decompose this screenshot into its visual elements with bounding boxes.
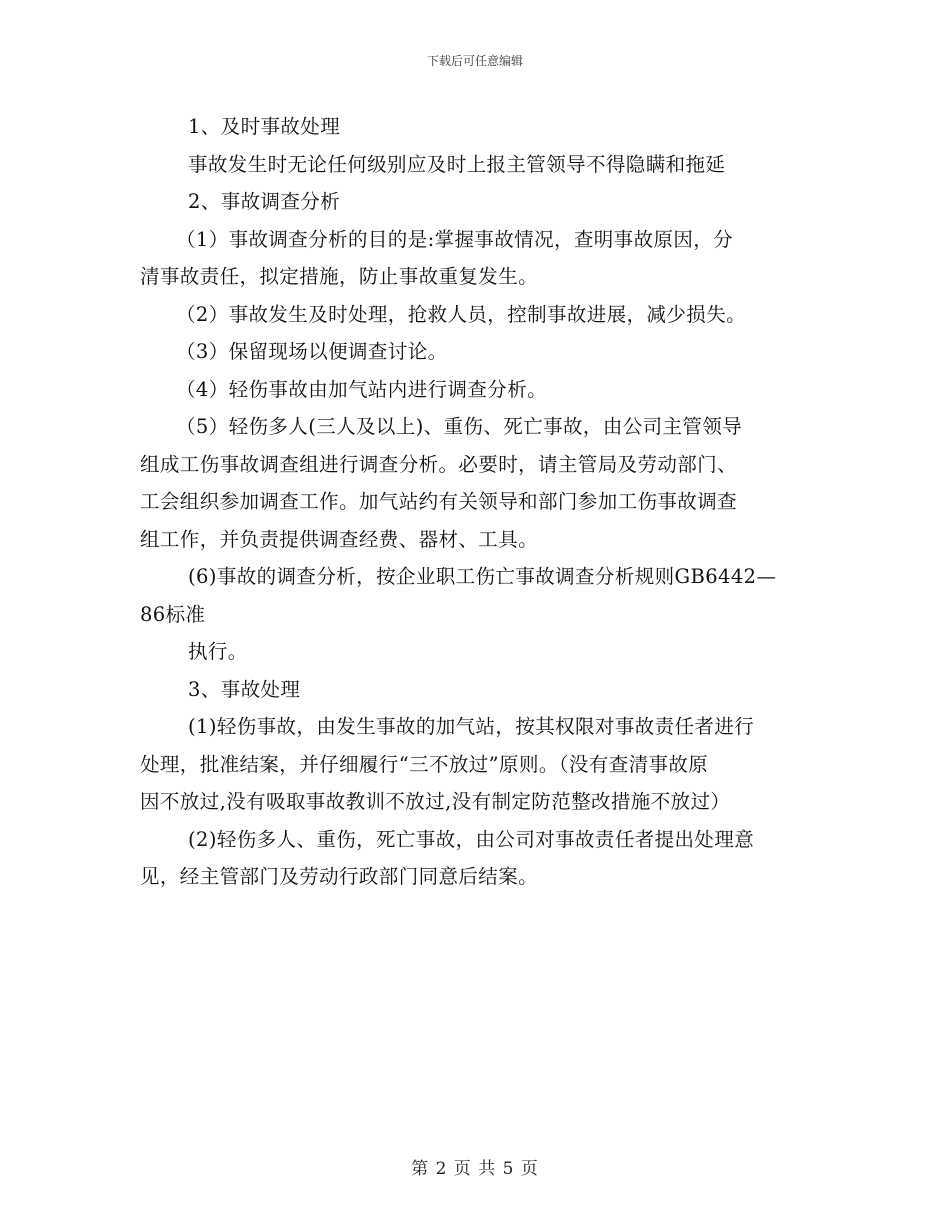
page-number: 第 2 页 共 5 页	[411, 1159, 539, 1179]
paragraph-line: 因不放过,没有吸取事故教训不放过,没有制定防范整改措施不放过）	[140, 790, 731, 813]
paragraph-line: （1）事故调查分析的目的是:掌握事故情况，查明事故原因，分	[176, 227, 734, 251]
paragraph-line: (2)轻伤多人、重伤，死亡事故，由公司对事故责任者提出处理意	[188, 827, 755, 851]
paragraph-line: 组工作，并负责提供调查经费、器材、工具。	[140, 527, 539, 551]
page-header-note: 下载后可任意编辑	[426, 54, 523, 68]
paragraph-line: （3）保留现场以便调查讨论。	[176, 340, 448, 363]
paragraph-line: （4）轻伤事故由加气站内进行调查分析。	[176, 377, 548, 401]
paragraph-line: 工会组织参加调查工作。加气站约有关领导和部门参加工伤事故调查	[140, 490, 738, 513]
paragraph-line: 组成工伤事故调查组进行调查分析。必要时，请主管局及劳动部门、	[140, 452, 738, 476]
paragraph-line: 见，经主管部门及劳动行政部门同意后结案。	[140, 865, 539, 888]
paragraph-line: 清事故责任，拟定措施，防止事故重复发生。	[140, 265, 539, 288]
paragraph-line: (1)轻伤事故，由发生事故的加气站，按其权限对事故责任者进行	[188, 715, 755, 738]
heading-handling: 3、事故处理	[188, 677, 301, 701]
document-body	[140, 108, 812, 896]
paragraph-line: 处理，批准结案，并仔细履行“三不放过”原则。（没有查清事故原	[140, 752, 709, 776]
paragraph-line: 事故发生时无论任何级别应及时上报主管领导不得隐瞒和拖延	[188, 152, 726, 176]
paragraph-line: 执行。	[188, 640, 248, 663]
paragraph-line: 86标准	[140, 602, 206, 626]
paragraph-line: (6)事故的调查分析，按企业职工伤亡事故调查分析规则GB6442—	[188, 565, 777, 588]
heading-investigation: 2、事故调查分析	[188, 190, 341, 213]
paragraph-line: （2）事故发生及时处理，抢救人员，控制事故进展，减少损失。	[176, 302, 747, 326]
paragraph-line: （5）轻伤多人(三人及以上)、重伤、死亡事故，由公司主管领导	[176, 415, 743, 438]
heading-timely-handling: 1、及时事故处理	[188, 115, 341, 138]
